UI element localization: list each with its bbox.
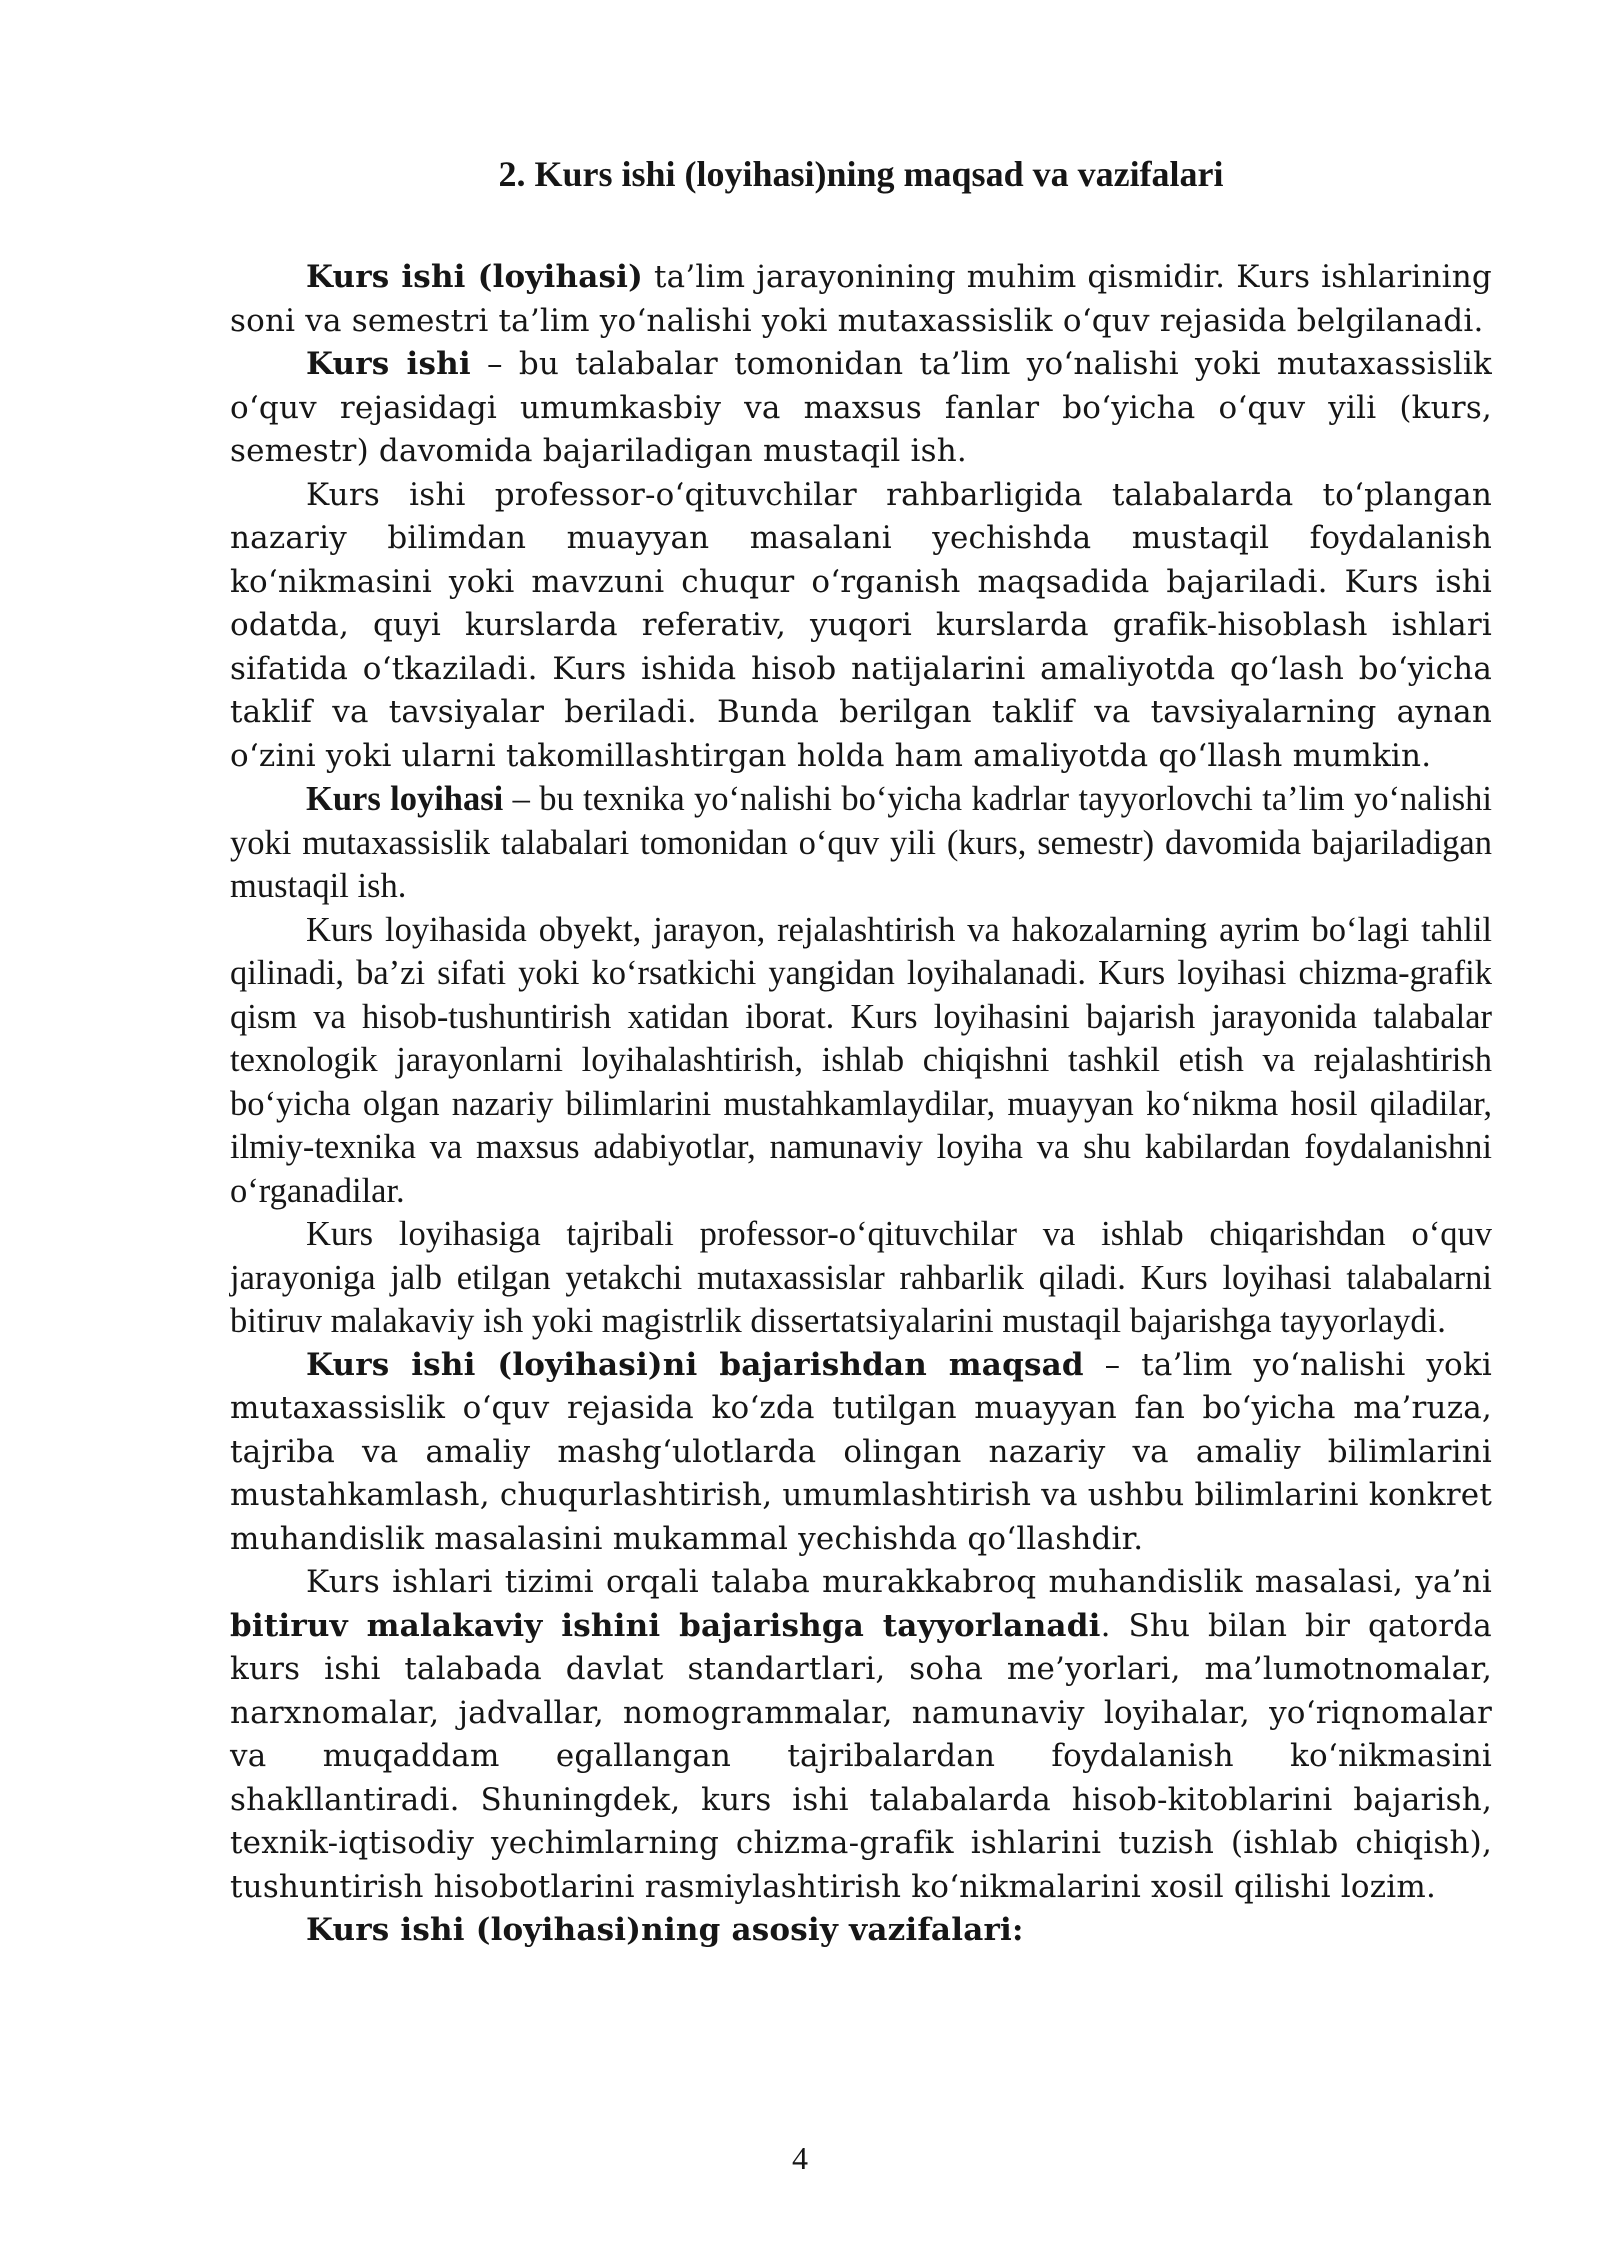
paragraph-1 xyxy=(230,256,1492,343)
paragraph-6-text: Kurs loyihasiga tajribali professor-o‘qituvchilar va ishlab chiqarishdan o‘quv jarayoniga jalb etilgan yetakchi mutaxassislar rahbarlik qiladi. Kurs loyihasi talabalarni bitiruv malakaviy ish yoki magistrlik dissertatsiyalarini mustaqil bajarishga tayyorlaydi. xyxy=(230,1215,1492,1340)
paragraph-8 xyxy=(230,1561,1492,1909)
section-heading: 2. Kurs ishi (loyihasi)ning maqsad va vazifalari xyxy=(498,154,1224,194)
paragraph-1-text: ta’lim jarayonining muhim qismidir. Kurs ishlarining soni va semestri ta’lim yo‘nalishi yoki mutaxassislik o‘quv rejasida belgilanadi. xyxy=(230,259,1492,339)
paragraph-8-text-before: Kurs ishlari tizimi orqali talaba murakkabroq muhandislik masalasi, ya’ni xyxy=(306,1564,1492,1600)
paragraph-3-text: Kurs ishi professor-o‘qituvchilar rahbarligida talabalarda to‘plangan nazariy bilimdan muayyan masalani yechishda mustaqil foydalanish ko‘nikmasini yoki mavzuni chuqur o‘rganish maqsadida bajariladi. Kurs ishi odatda, quyi kurslarda referativ, yuqori kurslarda grafik-hisoblash ishlari sifatida o‘tkaziladi. Kurs ishida hisob natijalarini amaliyotda qo‘lash bo‘yicha taklif va tavsiyalar beriladi. Bunda berilgan taklif va tavsiyalarning aynan o‘zini yoki ularni takomillashtirgan holda ham amaliyotda qo‘llash mumkin. xyxy=(230,476,1492,774)
paragraph-5-text: Kurs loyihasida obyekt, jarayon, rejalashtirish va hakozalarning ayrim bo‘lagi tahlil qilinadi, ba’zi sifati yoki ko‘rsatkichi yangidan loyihalanadi. Kurs loyihasi chizma-grafik qism va hisob-tushuntirish xatidan iborat. Kurs loyihasini bajarish jarayonida talabalar texnologik jarayonlarni loyihalashtirish, ishlab chiqishni tashkil etish va rejalashtirish bo‘yicha olgan nazariy bilimlarini mustahkamlaydilar, muayyan ko‘nikma hosil qiladilar, ilmiy-texnika va maxsus adabiyotlar, namunaviy loyiha va shu kabilardan foydalanishni o‘rganadilar. xyxy=(230,910,1492,1210)
page-number: 4 xyxy=(792,2140,808,2176)
paragraph-2-text: – bu talabalar tomonidan ta’lim yo‘nalishi yoki mutaxassislik o‘quv rejasidagi umumkasbiy va maxsus fanlar bo‘yicha o‘quv yili (kurs, semestr) davomida bajariladigan mustaqil ish. xyxy=(230,346,1492,469)
paragraph-9 xyxy=(230,1909,1492,1953)
paragraph-5 xyxy=(230,909,1492,1214)
paragraph-2-term: Kurs ishi xyxy=(306,346,471,382)
paragraph-6 xyxy=(230,1213,1492,1344)
tasks-subheading: Kurs ishi (loyihasi)ning asosiy vazifalari: xyxy=(306,1912,1024,1948)
paragraph-3 xyxy=(230,474,1492,779)
paragraph-4 xyxy=(230,778,1492,909)
paragraph-8-term: bitiruv malakaviy ishini bajarishga tayyorlanadi xyxy=(230,1607,1101,1644)
paragraph-4-text: – bu texnika yo‘nalishi bo‘yicha kadrlar tayyorlovchi ta’lim yo‘nalishi yoki mutaxassislik talabalari tomonidan o‘quv yili (kurs, semestr) davomida bajariladigan mustaqil ish. xyxy=(230,780,1492,905)
paragraph-7-term: Kurs ishi (loyihasi)ni bajarishdan maqsad xyxy=(306,1346,1084,1383)
paragraph-7-text: – ta’lim yo‘nalishi yoki mutaxassislik o‘quv rejasida ko‘zda tutilgan muayyan fan bo‘yicha ma’ruza, tajriba va amaliy mashg‘ulotlarda olingan nazariy va amaliy bilimlarini mustahkamlash, chuqurlashtirish, umumlashtirish va ushbu bilimlarini konkret muhandislik masalasini mukammal yechishda qo‘llashdir. xyxy=(230,1346,1492,1557)
paragraph-4-term: Kurs loyihasi xyxy=(306,780,504,818)
paragraph-8-text: . Shu bilan bir qatorda kurs ishi talabada davlat standartlari, soha me’yorlari, ma’lumotnomalar, narxnomalar, jadvallar, nomogrammalar, namunaviy loyihalar, yo‘riqnomalar va muqaddam egallangan tajribalardan foydalanish ko‘nikmasini shakllantiradi. Shuningdek, kurs ishi talabalarda hisob-kitoblarini bajarish, texnik-iqtisodiy yechimlarning chizma-grafik ishlarini tuzish (ishlab chiqish), tushuntirish hisobotlarini rasmiylashtirish ko‘nikmalarini xosil qilishi lozim. xyxy=(230,1607,1492,1905)
paragraph-2 xyxy=(230,343,1492,474)
document-page xyxy=(230,150,1492,1953)
paragraph-1-term: Kurs ishi (loyihasi) xyxy=(306,259,644,295)
paragraph-7 xyxy=(230,1344,1492,1562)
